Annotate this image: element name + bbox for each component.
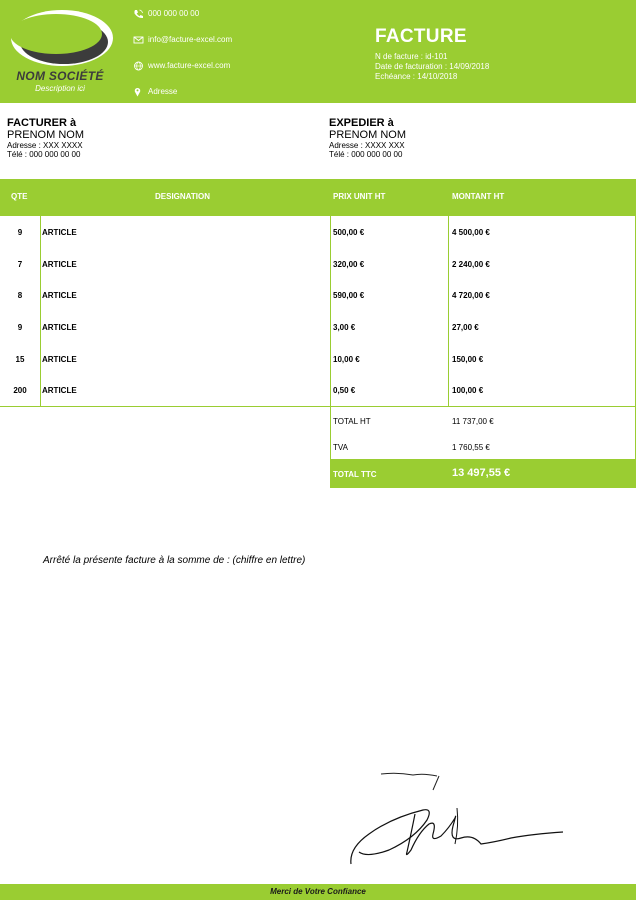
email-text[interactable]: info@facture-excel.com <box>148 35 233 44</box>
phone-icon <box>133 9 144 19</box>
footer-text: Merci de Votre Confiance <box>270 887 366 896</box>
email-icon <box>133 35 144 45</box>
bill-to-name: PRENOM NOM <box>7 129 84 141</box>
header-unit-price: PRIX UNIT HT <box>333 192 386 201</box>
row-amount: 4 500,00 € <box>452 228 490 237</box>
row-unit-price: 500,00 € <box>333 228 365 237</box>
company-name: NOM SOCIÉTÉ <box>16 69 104 83</box>
invoice-due-date: Echéance : 14/10/2018 <box>375 72 458 81</box>
bill-to-heading: FACTURER à <box>7 117 77 129</box>
bill-to-phone: Télé : 000 000 00 00 <box>7 150 81 159</box>
row-designation: ARTICLE <box>42 291 77 300</box>
row-unit-price: 320,00 € <box>333 260 365 269</box>
bill-to-block <box>7 117 84 159</box>
table-header <box>0 179 636 216</box>
header-qty: QTE <box>11 192 28 201</box>
invoice-date: Date de facturation : 14/09/2018 <box>375 62 490 71</box>
row-amount: 100,00 € <box>452 386 484 395</box>
globe-icon <box>133 61 144 71</box>
ship-to-phone: Télé : 000 000 00 00 <box>329 150 403 159</box>
company-description: Description ici <box>35 84 85 93</box>
ship-to-heading: EXPEDIER à <box>329 117 394 129</box>
divider <box>40 216 41 406</box>
row-qty: 9 <box>17 228 23 237</box>
row-qty: 200 <box>13 386 27 395</box>
total-ttc-value: 13 497,55 € <box>452 467 511 479</box>
divider <box>0 406 636 407</box>
amount-in-words: Arrêté la présente facture à la somme de : (chiffre en lettre) <box>43 555 306 566</box>
row-designation: ARTICLE <box>42 323 77 332</box>
ship-to-block <box>329 117 406 159</box>
row-amount: 4 720,00 € <box>452 291 490 300</box>
signature-image <box>345 768 570 868</box>
row-unit-price: 590,00 € <box>333 291 365 300</box>
invoice-title: FACTURE <box>375 26 467 47</box>
row-qty: 15 <box>15 355 25 364</box>
phone-text: 000 000 00 00 <box>148 9 200 18</box>
row-qty: 9 <box>17 323 23 332</box>
location-pin-icon <box>133 87 144 97</box>
tva-value: 1 760,55 € <box>452 443 490 452</box>
row-amount: 27,00 € <box>452 323 479 332</box>
address-text: Adresse <box>148 87 178 96</box>
tva-label: TVA <box>333 443 348 452</box>
bill-to-address: Adresse : XXX XXXX <box>7 141 83 150</box>
total-ht-value: 11 737,00 € <box>452 417 494 426</box>
website-text[interactable]: www.facture-excel.com <box>148 61 231 70</box>
divider <box>330 216 331 488</box>
header-designation: DESIGNATION <box>155 192 210 201</box>
row-qty: 7 <box>17 260 23 269</box>
row-unit-price: 0,50 € <box>333 386 356 395</box>
invoice-number: N de facture : id-101 <box>375 52 448 61</box>
ship-to-name: PRENOM NOM <box>329 129 406 141</box>
header-amount: MONTANT HT <box>452 192 505 201</box>
row-unit-price: 10,00 € <box>333 355 360 364</box>
row-amount: 2 240,00 € <box>452 260 490 269</box>
total-ttc-label: TOTAL TTC <box>333 470 377 479</box>
ship-to-address: Adresse : XXXX XXX <box>329 141 405 150</box>
total-ht-label: TOTAL HT <box>333 417 371 426</box>
row-amount: 150,00 € <box>452 355 484 364</box>
row-unit-price: 3,00 € <box>333 323 356 332</box>
divider <box>448 216 449 406</box>
row-designation: ARTICLE <box>42 355 77 364</box>
row-designation: ARTICLE <box>42 386 77 395</box>
row-qty: 8 <box>17 291 23 300</box>
row-designation: ARTICLE <box>42 228 77 237</box>
row-designation: ARTICLE <box>42 260 77 269</box>
